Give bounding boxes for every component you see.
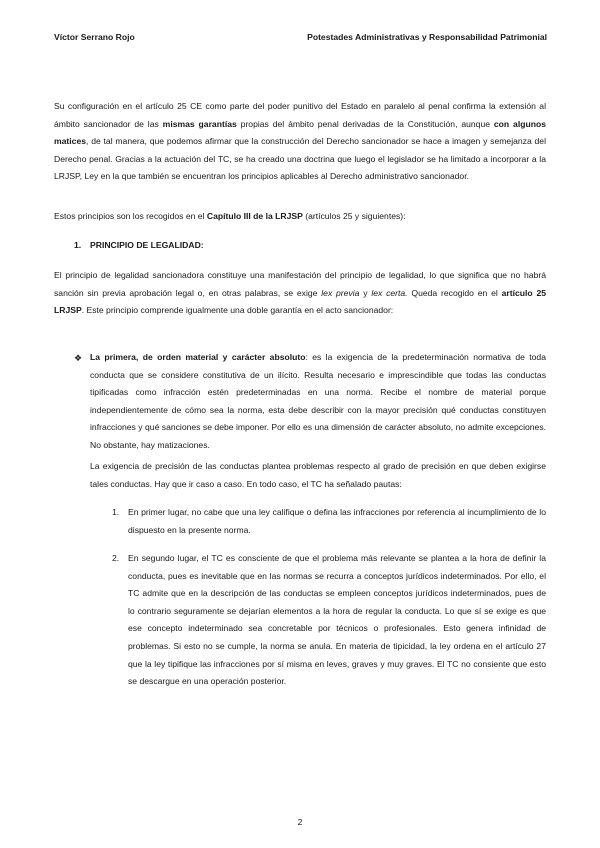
paragraph-legalidad: El principio de legalidad sancionadora constituye una manifestación del principio de legalidad, lo que significa que no habrá sanción sin previa aprobación legal o, en otras palabras, se exige lex previa y lex certa. Queda recogido en el artículo 25 LRJSP. Este principio comprende igualmente una doble garantía en el acto sancionador: bbox=[54, 270, 547, 316]
paragraph-configuracion: Su configuración en el artículo 25 CE como parte del poder punitivo del Estado en paralelo al penal confirma la extensión al ámbito sancionador de las mismas garantías propias del ámbito penal derivadas de la Constitución, aunque con algunos matices, de tal manera, que podemos afirmar que la construcción del Derecho sancionador se hace a imagen y semejanza del Derecho penal. Gracias a la actuación del TC, se ha creado una doctrina que luego el legislador se ha limitado a incorporar a la LRJSP, Ley en la que también se encuentran los principios aplicables al Derecho administrativo sancionador. bbox=[54, 101, 546, 182]
page-number: 2 bbox=[297, 817, 303, 827]
diamond-bullet-icon: ❖ bbox=[74, 353, 83, 363]
header-author: Víctor Serrano Rojo bbox=[54, 32, 135, 42]
list-item bbox=[112, 504, 546, 539]
header-title: Potestades Administrativas y Responsabilidad Patrimonial bbox=[307, 32, 547, 42]
list-number: 1. bbox=[112, 507, 120, 517]
list-text: En primer lugar, no cabe que una ley califique o defina las infracciones por referencia al incumplimiento de lo dispuesto en la presente norma. bbox=[128, 507, 546, 535]
list-text: En segundo lugar, el TC es consciente de que el problema más relevante se plantea a la hora de definir la conducta, pues es inevitable que en las normas se recurra a conceptos jurídicos indeterminados. Por ello, el TC admite que en la descripción de las conductas se empleen conceptos jurídicos indeterminados, pues de lo contrario seguramente se dejarían elementos a la hora de regular la conducta. Lo que sí se exige es que ese concepto indeterminado sea concretable por técnicos o profesionales. Esto genera infinidad de problemas. Si esto no se cumple, la norma se anula. En materia de tipicidad, la ley ordena en el artículo 27 que la ley tipifique las infracciones por sí misma en leves, graves y muy graves. El TC no consiente que esto se descargue en una operación posterior. bbox=[128, 553, 546, 687]
section-heading bbox=[74, 237, 566, 255]
paragraph-precision: La exigencia de precisión de las conductas plantea problemas respecto al grado de precisión en que deben exigirse tales conductas. Hay que ir caso a caso. En todo caso, el TC ha señalado pautas: bbox=[90, 461, 546, 489]
list-number: 2. bbox=[112, 553, 120, 563]
list-item bbox=[112, 550, 546, 691]
section-title: PRINCIPIO DE LEGALIDAD: bbox=[90, 240, 204, 250]
section-number: 1. bbox=[74, 240, 82, 250]
paragraph-principios: Estos principios son los recogidos en el Capítulo III de la LRJSP (artículos 25 y siguientes): bbox=[54, 211, 406, 221]
bullet-item: ❖ La primera, de orden material y carácter absoluto: es la exigencia de la predeterminación normativa de toda conducta que se considere constitutiva de un ilícito. Resulta necesario e imprescindible que todas las conductas tipificadas como infracción estén predeterminadas en una norma. Recibe el nombre de material porque independientemente de cómo sea la norma, esta debe describir con la mayor precisión qué conductas constituyen infracciones y qué sanciones se debe imponer. Por ello es una dimensión de carácter absoluto, no admite excepciones. No obstante, hay matizaciones. bbox=[74, 352, 546, 450]
